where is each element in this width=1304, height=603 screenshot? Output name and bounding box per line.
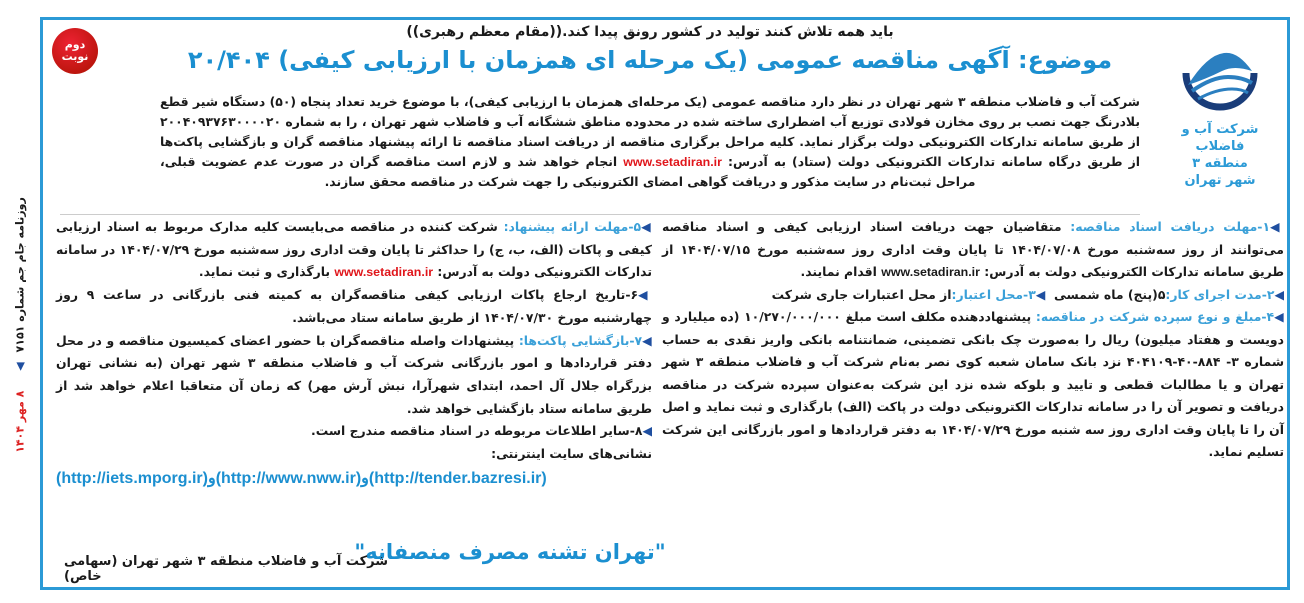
item-4 bbox=[662, 306, 1284, 464]
arrow-icon: ◀ bbox=[638, 287, 652, 303]
item-label: ۷-بازگشایی پاکت‌ها: bbox=[518, 332, 643, 348]
newspaper-side-info bbox=[8, 197, 32, 453]
item-label: ۲-مدت اجرای کار: bbox=[1165, 286, 1275, 302]
item-text: متقاضیان جهت دریافت اسناد ارزیابی کیفی و اسناد مناقصه می‌توانند از روز سه‌شنبه مورخ ۱۴۰۴/۰۷/۰۸ تا پایان وقت اداری روز سه‌شنبه مورخ ۱۴۰۴/۰۷/۱۵ از طریق سامانه تدارکات الکترونیکی دولت به آدرس: bbox=[662, 219, 1284, 279]
logo-line1: شرکت آب و فاضلاب bbox=[1181, 122, 1259, 154]
item-6 bbox=[56, 284, 652, 329]
arrow-icon: ◀ bbox=[13, 362, 27, 371]
arrow-icon: ◀ bbox=[641, 219, 652, 234]
company-signature: شرکت آب و فاضلاب منطقه ۳ شهر تهران (سهامی خاص) bbox=[64, 554, 389, 584]
arrow-icon: ◀ bbox=[642, 332, 652, 348]
item-label: ۳-محل اعتبار: bbox=[951, 286, 1036, 302]
water-wave-logo-icon bbox=[1172, 25, 1268, 121]
arrow-icon: ◀ bbox=[1035, 286, 1046, 302]
item-text: در ساعت ۹ روز چهارشنبه مورخ ۱۴۰۴/۰۷/۳۰ از طریق سامانه ستاد می‌باشد. bbox=[56, 287, 652, 325]
item-text: پیشنهاددهنده مکلف است مبلغ ۱۰/۲۷۰/۰۰۰/۰۰۰ (ده میلیارد و دویست و هفتاد میلیون) ریال را به‌صورت چک بانکی تضمینی، ضمانتنامه بانکی واریز نقدی به حساب شماره ۳- ۸۸۴-۴۰-۴۰۴۱۰۹ نزد بانک سامان شعبه کوی نصر به‌نام شرکت آب و فاضلاب منطقه ۳ شهر تهران و یا مطالبات قطعی و تایید و بلوکه شده نزد این شرکت به‌عنوان سپرده شرکت در مناقصه دریافت و تصویر آن را در سامانه تدارکات الکترونیکی دولت در پاکت (الف) بارگذاری و ثبت نماید و اصل آن را تا پایان وقت اداری روز سه شنبه مورخ ۱۴۰۴/۰۷/۲۹ به دفتر قراردادها و امور بازرگانی این شرکت تسلیم نماید. bbox=[662, 309, 1285, 459]
item-5 bbox=[56, 216, 652, 284]
motto: باید همه تلاش کنند تولید در کشور رونق پیدا کند.((مقام معظم رهبری)) bbox=[406, 24, 894, 40]
intro-text: شرکت آب و فاضلاب منطقه ۳ شهر تهران در نظر دارد مناقصه عمومی (یک مرحله‌ای همزمان با ارزیابی کیفی)، با موضوع خرید تعداد پنجاه (۵۰) دستگاه شیر قطع بلادرنگ جهت نصب بر روی مخازن فولادی توزیع آب اضطراری ساخته شده در محدوده مناطق ششگانه آب و فاضلاب شهر تهران ، را به شماره ۲۰۰۴۰۹۳۷۶۳۰۰۰۰۲۰ از طریق سامانه تدارکات الکترونیکی دولت برگزار نماید. کلیه مراحل برگزاری مناقصه از دریافت اسناد مناقصه تا ارائه پیشنهاد مناقصه گران و بازگشایی پاکت‌ها از طریق درگاه سامانه تدارکات الکترونیکی دولت (ستاد) به آدرس: bbox=[160, 94, 1140, 169]
item-2-3 bbox=[662, 284, 1284, 307]
logo-line2: منطقه ۳ bbox=[1192, 156, 1248, 171]
right-column bbox=[662, 216, 1284, 464]
item-8 bbox=[56, 420, 652, 443]
intro-paragraph bbox=[160, 92, 1140, 192]
second-publication-badge bbox=[52, 28, 98, 74]
intro-text-end: انجام خواهد شد و لازم است مناقصه گران در صورت عدم عضویت قبلی، مراحل ثبت‌نام در سایت مذکور و دریافت گواهی امضای الکترونیکی را جهت شرکت در مناقصه محقق سازند. bbox=[160, 154, 976, 189]
item-text: ۵(پنج) ماه شمسی bbox=[1053, 286, 1166, 302]
newspaper-date: ۸ مهر ۱۴۰۴ bbox=[13, 390, 27, 453]
arrow-icon: ◀ bbox=[642, 423, 652, 439]
logo-line3: شهر تهران bbox=[1184, 173, 1256, 188]
arrow-icon: ◀ bbox=[1274, 286, 1284, 302]
badge-line1: دوم bbox=[64, 38, 86, 51]
left-column bbox=[56, 216, 652, 490]
divider bbox=[60, 214, 1140, 215]
setad-link[interactable]: www.setadiran.ir bbox=[623, 155, 722, 169]
item-label: ۴-مبلغ و نوع سپرده شرکت در مناقصه: bbox=[1035, 309, 1275, 324]
item-text: ۸-سایر اطلاعات مربوطه در اسناد مناقصه مندرج است. bbox=[311, 423, 643, 439]
website-links[interactable]: (http://iets.mporg.ir)و(http://www.nww.ir)و(http://tender.bazresi.ir) bbox=[56, 469, 547, 487]
arrow-icon: ◀ bbox=[1274, 309, 1285, 324]
company-logo bbox=[1155, 25, 1285, 188]
item-text-end: اقدام نمایند. bbox=[800, 264, 877, 279]
arrow-icon: ◀ bbox=[1270, 219, 1285, 234]
item-text: شرکت کننده در مناقصه می‌بایست کلیه مدارک مربوط به اسناد ارزیابی کیفی و پاکات (الف، ب، ج) را حداکثر تا پایان وقت اداری روز سه‌شنبه مورخ ۱۴۰۴/۰۷/۲۹ در سامانه تدارکات الکترونیکی دولت به آدرس: bbox=[56, 219, 652, 280]
item-7 bbox=[56, 330, 652, 421]
notice-title: موضوع: آگهی مناقصه عمومی (یک مرحله ای همزمان با ارزیابی کیفی) ۲۰/۴۰۴ bbox=[187, 46, 1113, 74]
slogan: "تهران تشنه مصرف منصفانه" bbox=[354, 540, 666, 564]
sites-label: نشانی‌های سایت اینترنتی: bbox=[491, 446, 652, 462]
item-label: ۶-تاریخ ارجاع پاکات ارزیابی کیفی مناقصه‌گران به کمیته فنی بازرگانی bbox=[172, 287, 639, 303]
setad-link[interactable]: www.setadiran.ir bbox=[881, 265, 980, 279]
newspaper-issue: روزنامه جام جم شماره ۷۱۵۱ bbox=[13, 197, 27, 353]
badge-line2: نوبت bbox=[61, 50, 89, 63]
item-text-end: بارگذاری و ثبت نماید. bbox=[198, 264, 331, 280]
item-label: ۱-مهلت دریافت اسناد مناقصه: bbox=[1070, 219, 1271, 234]
item-text: پیشنهادات واصله مناقصه‌گران با حضور اعضای کمیسیون مناقصه و در محل دفتر قراردادها و امور بازرگانی شرکت آب و فاضلاب منطقه ۳ شهر تهران (به نشانی تهران بزرگراه جلال آل احمد، ابتدای شهرآرا، نبش آرش مهر) که زمان آن متعاقبا اعلام خواهد شد از طریق سامانه ستاد بازگشایی خواهد شد. bbox=[56, 332, 652, 416]
item-label: ۵-مهلت ارائه پیشنهاد: bbox=[503, 219, 642, 234]
setad-link[interactable]: www.setadiran.ir bbox=[334, 265, 434, 280]
item-1 bbox=[662, 216, 1284, 284]
item-text: از محل اعتبارات جاری شرکت bbox=[771, 286, 952, 302]
